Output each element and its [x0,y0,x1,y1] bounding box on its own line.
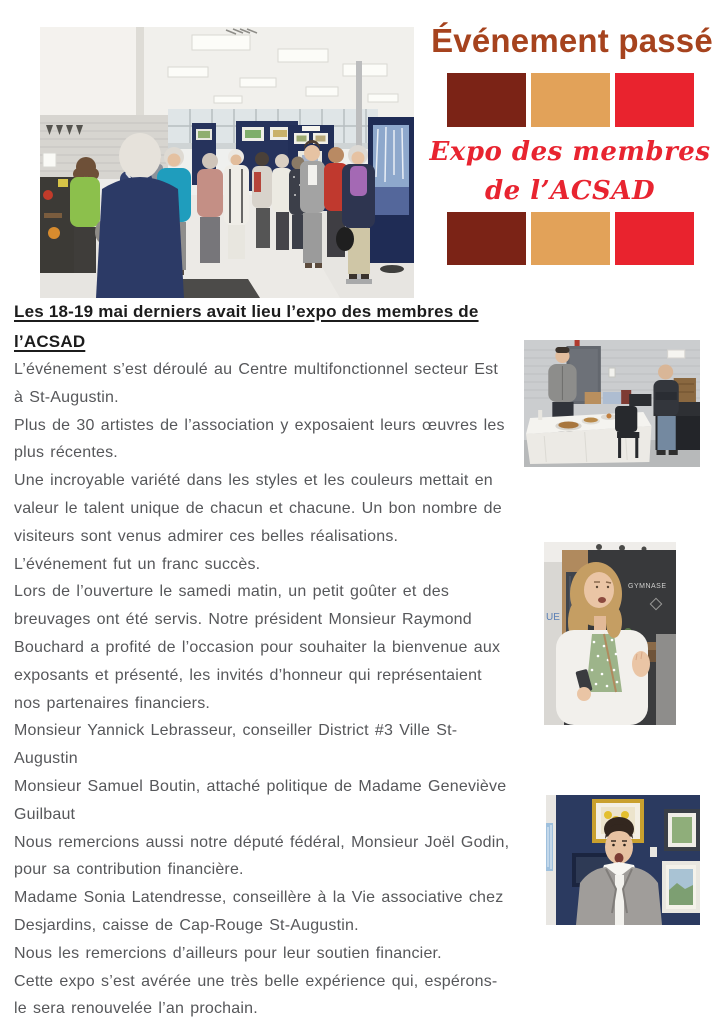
gymnase-sign: GYMNASE [628,583,667,590]
article-heading-line2: l’ACSAD [14,331,86,351]
body-text-line: exposants et présenté, les invités d’honneur qui représentaient [14,666,482,684]
body-text-line: pour sa contribution financière. [14,861,244,879]
body-text-line: L’événement s’est déroulé au Centre multifonctionnel secteur Est [14,361,499,378]
color-block-tan [531,73,610,127]
color-block-red [615,73,694,127]
article-heading [14,297,538,356]
fire-alarm [575,340,580,346]
body-text-line: valeur le talent unique de chacun et chacune. Un bon nombre de [14,499,502,517]
article-body [14,356,544,1023]
expo-title [420,133,720,211]
wall-plate [650,847,657,857]
gallery-crowd-illustration [40,27,414,298]
framed-painting-landscape [662,861,700,913]
wall-sign [668,350,685,358]
framed-painting-dark [664,809,700,851]
body-text-line: Cette expo s’est avérée une très belle expérience qui, espérons- [14,972,498,990]
body-text-line: L’événement fut un franc succès. [14,555,261,573]
body-text-line: Bouchard a profité de l’occasion pour souhaiter la bienvenue aux [14,638,501,656]
color-block-maroon [447,212,526,265]
photo-man-gray-suit [546,795,700,925]
color-block-tan [531,212,610,265]
suit-man-illustration [546,795,700,925]
body-text-line: Plus de 30 artistes de l’association y exposaient leurs œuvres les [14,416,505,434]
body-text-line: Desjardins, caisse de Cap-Rouge St-Augustin. [14,916,359,934]
event-past-title: Événement passé [431,22,713,59]
color-bar-row-1 [447,73,694,127]
body-text-line: Une incroyable variété dans les styles et les couleurs mettait en [14,472,493,490]
body-text-line: nos partenaires financiers. [14,694,211,712]
photo-woman-speaking [544,542,676,725]
expo-title-line2: de l’ACSAD [484,176,656,206]
wall-letters: UE [546,612,560,623]
article-heading-line1: Les 18-19 mai derniers avait lieu l’expo des membres de [14,302,479,321]
body-text-line: à St-Augustin. [14,388,119,406]
body-text-line: le sera renouvelée l’an prochain. [14,1000,258,1018]
body-text-line: breuvages ont été servis. Notre président Monsieur Raymond [14,611,472,629]
body-text-line: Augustin [14,750,78,768]
wall-sign [43,153,56,167]
photo-buffet-table [524,340,700,467]
expo-title-line1: Expo des membres [429,137,711,167]
photo-gallery-crowd [40,27,414,298]
body-text-line: Madame Sonia Latendresse, conseillère à la Vie associative chez [14,889,504,907]
wall-plate [609,368,615,377]
bystander-shoulder [656,634,676,725]
body-text-line: Lors de l’ouverture le samedi matin, un petit goûter et des [14,583,450,601]
color-bar-row-2 [447,212,694,265]
body-text-line: Nous remercions aussi notre député fédéral, Monsieur Joël Godin, [14,833,510,851]
body-text-line: Monsieur Samuel Boutin, attaché politique de Madame Geneviève [14,777,507,795]
body-text-line: visiteurs sont venus admirer ces belles réalisations. [14,527,399,545]
body-text-line: plus récentes. [14,444,118,462]
buffet-illustration [524,340,700,467]
color-block-maroon [447,73,526,127]
body-text-line: Guilbaut [14,805,76,823]
body-text-line: Monsieur Yannick Lebrasseur, conseiller District #3 Ville St- [14,722,458,740]
body-text-line: Nous les remercions d’ailleurs pour leur soutien financier. [14,944,442,962]
speaker-illustration [544,542,676,725]
color-block-red [615,212,694,265]
